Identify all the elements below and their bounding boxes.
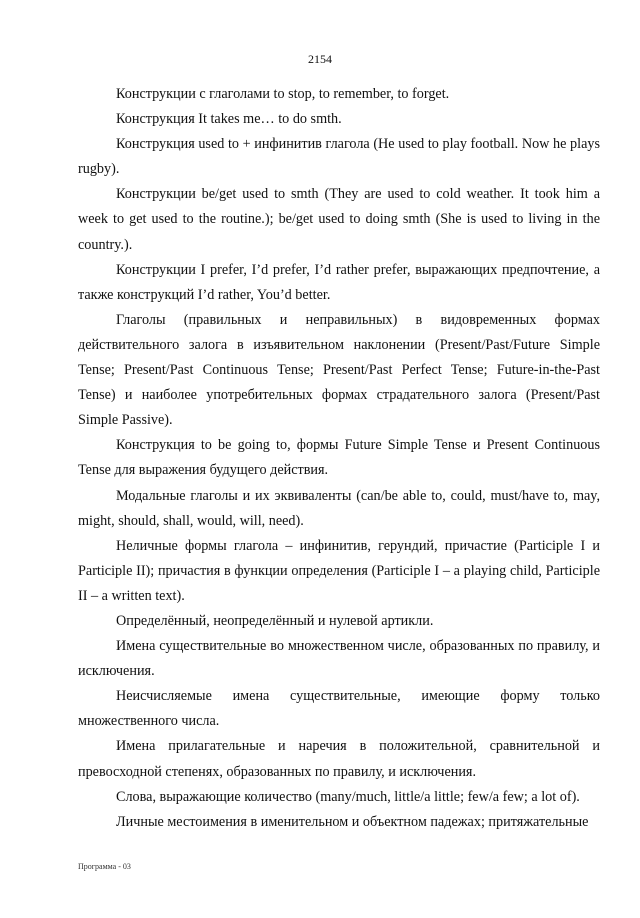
paragraph: Неличные формы глагола – инфинитив, герундий, причастие (Participle I и Participle II); причастия в функции определения (Participle I – a playing child, Participle II – a written text). [78,537,600,604]
paragraph: Конструкция to be going to, формы Future Simple Tense и Present Continuous Tense для выражения будущего действия. [78,437,600,479]
paragraph: Конструкции I prefer, I’d prefer, I’d rather prefer, выражающих предпочтение, а также конструкций I’d rather, You’d better. [78,261,600,303]
paragraph: Имена существительные во множественном числе, образованных по правилу, и исключения. [78,638,600,680]
footer-label: Программа - 03 [78,862,131,871]
paragraph: Определённый, неопределённый и нулевой артикли. [116,612,434,629]
paragraph: Слова, выражающие количество (many/much, little/a little; few/a few; a lot of). [116,788,580,805]
paragraph: Конструкции с глаголами to stop, to remember, to forget. [116,86,450,102]
paragraph: Личные местоимения в именительном и объектном падежах; притяжательные [116,813,589,830]
paragraph: Модальные глаголы и их эквиваленты (can/be able to, could, must/have to, may, might, should, shall, would, will, need). [78,487,600,529]
page-number: 2154 [308,52,332,66]
paragraph: Конструкция It takes me… to do smth. [116,111,342,128]
paragraph: Глаголы (правильных и неправильных) в видовременных формах действительного залога в изъявительном наклонении (Present/Past/Future Simple Tense; Present/Past Continuous Tense; Present/Past Perfect Tense; Future-in-the-Past Tense) и наиболее употребительных формах страдательного залога (Present/Past Simple Passive). [78,311,600,429]
paragraph: Неисчисляемые имена существительные, имеющие форму только множественного числа. [78,688,600,730]
body-text [78,82,600,835]
paragraph: Имена прилагательные и наречия в положительной, сравнительной и превосходной степенях, образованных по правилу, и исключения. [78,738,600,780]
paragraph: Конструкция used to + инфинитив глагола (He used to play football. Now he plays rugby). [78,136,600,178]
paragraph: Конструкции be/get used to smth (They are used to cold weather. It took him a week to get used to the routine.); be/get used to doing smth (She is used to living in the country.). [78,186,600,253]
